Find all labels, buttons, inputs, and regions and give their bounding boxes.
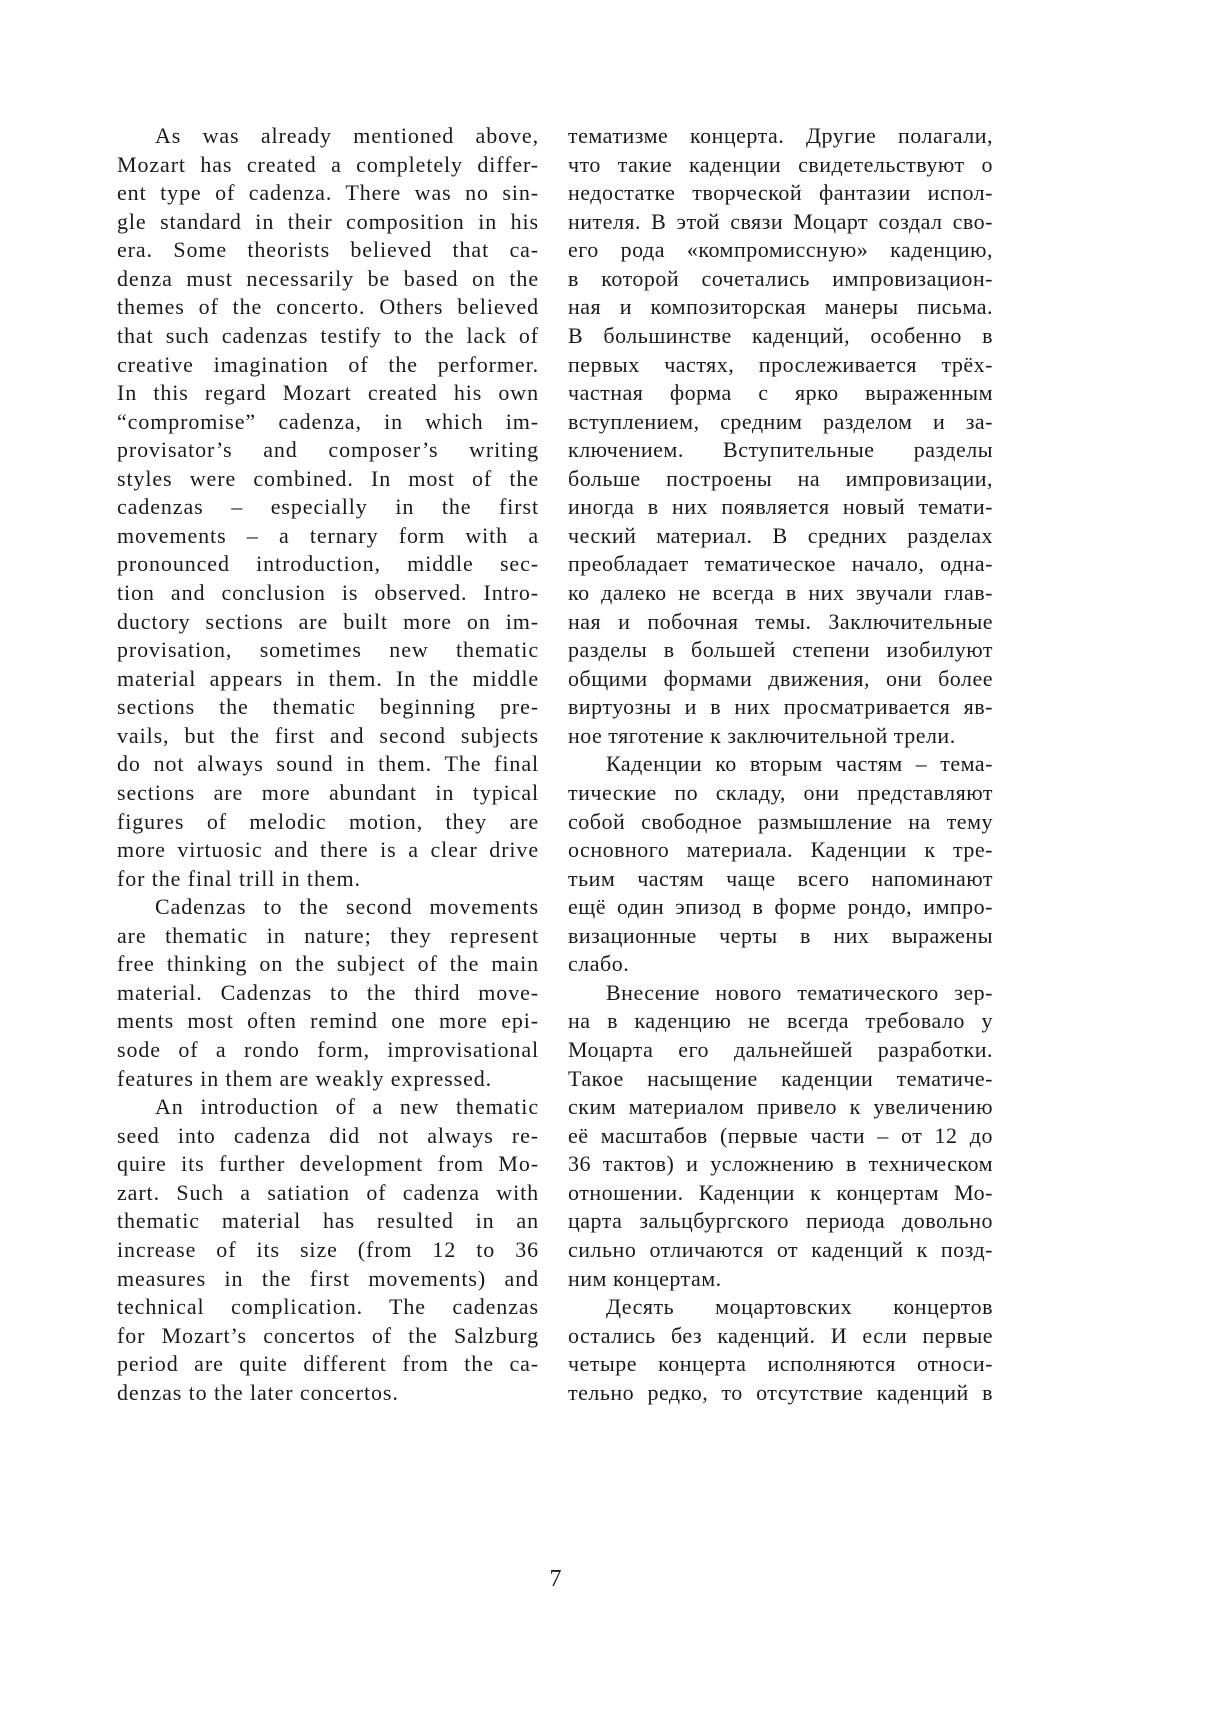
russian-text-line: ное тяготение к заключительной трели. — [568, 722, 956, 748]
english-text-line: ent type of cadenza. There was no sin- — [117, 180, 539, 206]
russian-text-line: иногда в них появляется новый темати- — [568, 494, 993, 520]
english-text-line: figures of melodic motion, they are — [117, 808, 539, 834]
russian-text-line: Каденции ко вторым частям – тема- — [606, 751, 993, 777]
page-number-value: 7 — [549, 1566, 562, 1592]
russian-text-column — [568, 122, 993, 1407]
english-text-line: material appears in them. In the middle — [117, 665, 539, 691]
russian-text-line: собой свободное размышление на тему — [568, 808, 993, 834]
russian-text-line: что такие каденции свидетельствуют о — [568, 151, 993, 177]
russian-text-line: слабо. — [568, 951, 630, 977]
russian-text-line: 36 тактов) и усложнению в техническом — [568, 1151, 993, 1177]
russian-text-line: частная форма с ярко выраженным — [568, 380, 993, 406]
russian-text-line: его рода «компромиссную» каденцию, — [568, 237, 993, 263]
russian-text-line: виртуозны и в них просматривается яв- — [568, 694, 993, 720]
russian-text-line: преобладает тематическое начало, одна- — [568, 551, 993, 577]
russian-text-line: ная и композиторская манеры письма. — [568, 294, 993, 320]
english-text-line: “compromise” cadenza, in which im- — [117, 408, 539, 434]
english-text-line: vails, but the first and second subjects — [117, 722, 539, 748]
english-text-line: for the final trill in them. — [117, 865, 361, 891]
english-text-line: increase of its size (from 12 to 36 — [117, 1236, 539, 1262]
english-text-line: gle standard in their composition in his — [117, 208, 539, 234]
english-text-line: As was already mentioned above, — [155, 123, 539, 148]
english-text-column — [117, 122, 539, 1407]
russian-text-line: вступлением, средним разделом и за- — [568, 408, 993, 434]
english-text-line: sode of a rondo form, improvisational — [117, 1037, 539, 1062]
russian-text-line: недостатке творческой фантазии испол- — [568, 180, 993, 206]
russian-text-line: ческий материал. В средних разделах — [568, 522, 993, 548]
russian-text-line: царта зальцбургского периода довольно — [568, 1208, 993, 1234]
russian-text-line: на в каденцию не всегда требовало у — [568, 1008, 993, 1034]
english-text-line: that such cadenzas testify to the lack of — [117, 322, 539, 348]
russian-text-line: в которой сочетались импровизацион- — [568, 265, 993, 291]
english-text-line: ments most often remind one more epi- — [117, 1008, 539, 1034]
english-text-line: material. Cadenzas to the third move- — [117, 979, 539, 1005]
russian-text-line: общими формами движения, они более — [568, 665, 993, 691]
russian-text-line: В большинстве каденций, особенно в — [568, 322, 993, 348]
russian-text-line: ским материалом привело к увеличению — [568, 1094, 993, 1120]
english-text-line: seed into cadenza did not always re- — [117, 1122, 539, 1148]
english-text-line: An introduction of a new thematic — [155, 1094, 539, 1120]
english-text-line: more virtuosic and there is a clear drive — [117, 837, 539, 863]
english-text-line: quire its further development from Mo- — [117, 1151, 539, 1177]
english-text-line: In this regard Mozart created his own — [117, 380, 539, 406]
english-text-line: technical complication. The cadenzas — [117, 1294, 539, 1320]
russian-text-line: первых частях, прослеживается трёх- — [568, 351, 993, 377]
english-text-line: ductory sections are built more on im- — [117, 608, 539, 634]
russian-text-line: её масштабов (первые части – от 12 до — [568, 1122, 993, 1148]
russian-text-line: Моцарта его дальнейшей разработки. — [568, 1037, 993, 1062]
english-text-line: themes of the concerto. Others believed — [117, 294, 539, 320]
english-text-line: provisator’s and composer’s writing — [117, 437, 539, 463]
english-text-line: tion and conclusion is observed. Intro- — [117, 580, 539, 605]
russian-text-line: ключением. Вступительные разделы — [568, 437, 993, 463]
english-text-line: period are quite different from the ca- — [117, 1351, 539, 1377]
english-text-line: provisation, sometimes new thematic — [117, 637, 539, 663]
english-text-line: free thinking on the subject of the main — [117, 951, 539, 977]
russian-text-line: тьим частям чаще всего напоминают — [568, 865, 993, 891]
english-text-line: Mozart has created a completely differ- — [117, 151, 539, 177]
english-text-line: era. Some theorists believed that ca- — [117, 237, 539, 263]
russian-text-line: ним концертам. — [568, 1265, 722, 1291]
english-text-line: denza must necessarily be based on the — [117, 265, 539, 291]
russian-text-line: отношении. Каденции к концертам Мо- — [568, 1179, 993, 1205]
english-text-line: features in them are weakly expressed. — [117, 1065, 493, 1091]
english-text-line: sections the thematic beginning pre- — [117, 694, 539, 720]
russian-text-line: тельно редко, то отсутствие каденций в — [568, 1379, 993, 1405]
russian-text-line: ко далеко не всегда в них звучали глав- — [568, 580, 993, 605]
russian-text-line: визационные черты в них выражены — [568, 922, 993, 948]
russian-text-line: больше построены на импровизации, — [568, 465, 993, 491]
english-text-line: measures in the first movements) and — [117, 1265, 539, 1291]
english-text-line: thematic material has resulted in an — [117, 1208, 539, 1234]
russian-text-line: Внесение нового тематического зер- — [606, 979, 993, 1005]
english-text-line: pronounced introduction, middle sec- — [117, 551, 539, 577]
english-text-line: creative imagination of the performer. — [117, 351, 539, 377]
russian-text-line: тические по складу, они представляют — [568, 779, 993, 805]
english-text-line: for Mozart’s concertos of the Salzburg — [117, 1322, 539, 1348]
english-text-line: denzas to the later concertos. — [117, 1379, 399, 1405]
russian-text-line: четыре концерта исполняются относи- — [568, 1351, 993, 1377]
english-text-line: do not always sound in them. The final — [117, 751, 539, 777]
russian-text-line: тематизме концерта. Другие полагали, — [568, 123, 993, 148]
russian-text-line: основного материала. Каденции к тре- — [568, 837, 993, 863]
english-text-line: movements – a ternary form with a — [117, 522, 539, 548]
english-text-line: sections are more abundant in typical — [117, 779, 539, 805]
russian-text-line: ещё один эпизод в форме рондо, импро- — [568, 894, 993, 920]
russian-text-line: остались без каденций. И если первые — [568, 1322, 993, 1348]
english-text-line: are thematic in nature; they represent — [117, 922, 539, 948]
english-text-line: cadenzas – especially in the first — [117, 494, 539, 520]
russian-text-line: разделы в большей степени изобилуют — [568, 637, 993, 663]
russian-text-line: ная и побочная темы. Заключительные — [568, 608, 993, 634]
russian-text-line: сильно отличаются от каденций к позд- — [568, 1236, 993, 1262]
russian-text-line: нителя. В этой связи Моцарт создал сво- — [568, 208, 993, 234]
page-number — [0, 1566, 1211, 1593]
english-text-line: Cadenzas to the second movements — [155, 894, 539, 920]
english-text-line: zart. Such a satiation of cadenza with — [117, 1179, 539, 1205]
russian-text-line: Десять моцартовских концертов — [606, 1294, 993, 1320]
russian-text-line: Такое насыщение каденции тематиче- — [568, 1065, 993, 1091]
english-text-line: styles were combined. In most of the — [117, 465, 539, 491]
